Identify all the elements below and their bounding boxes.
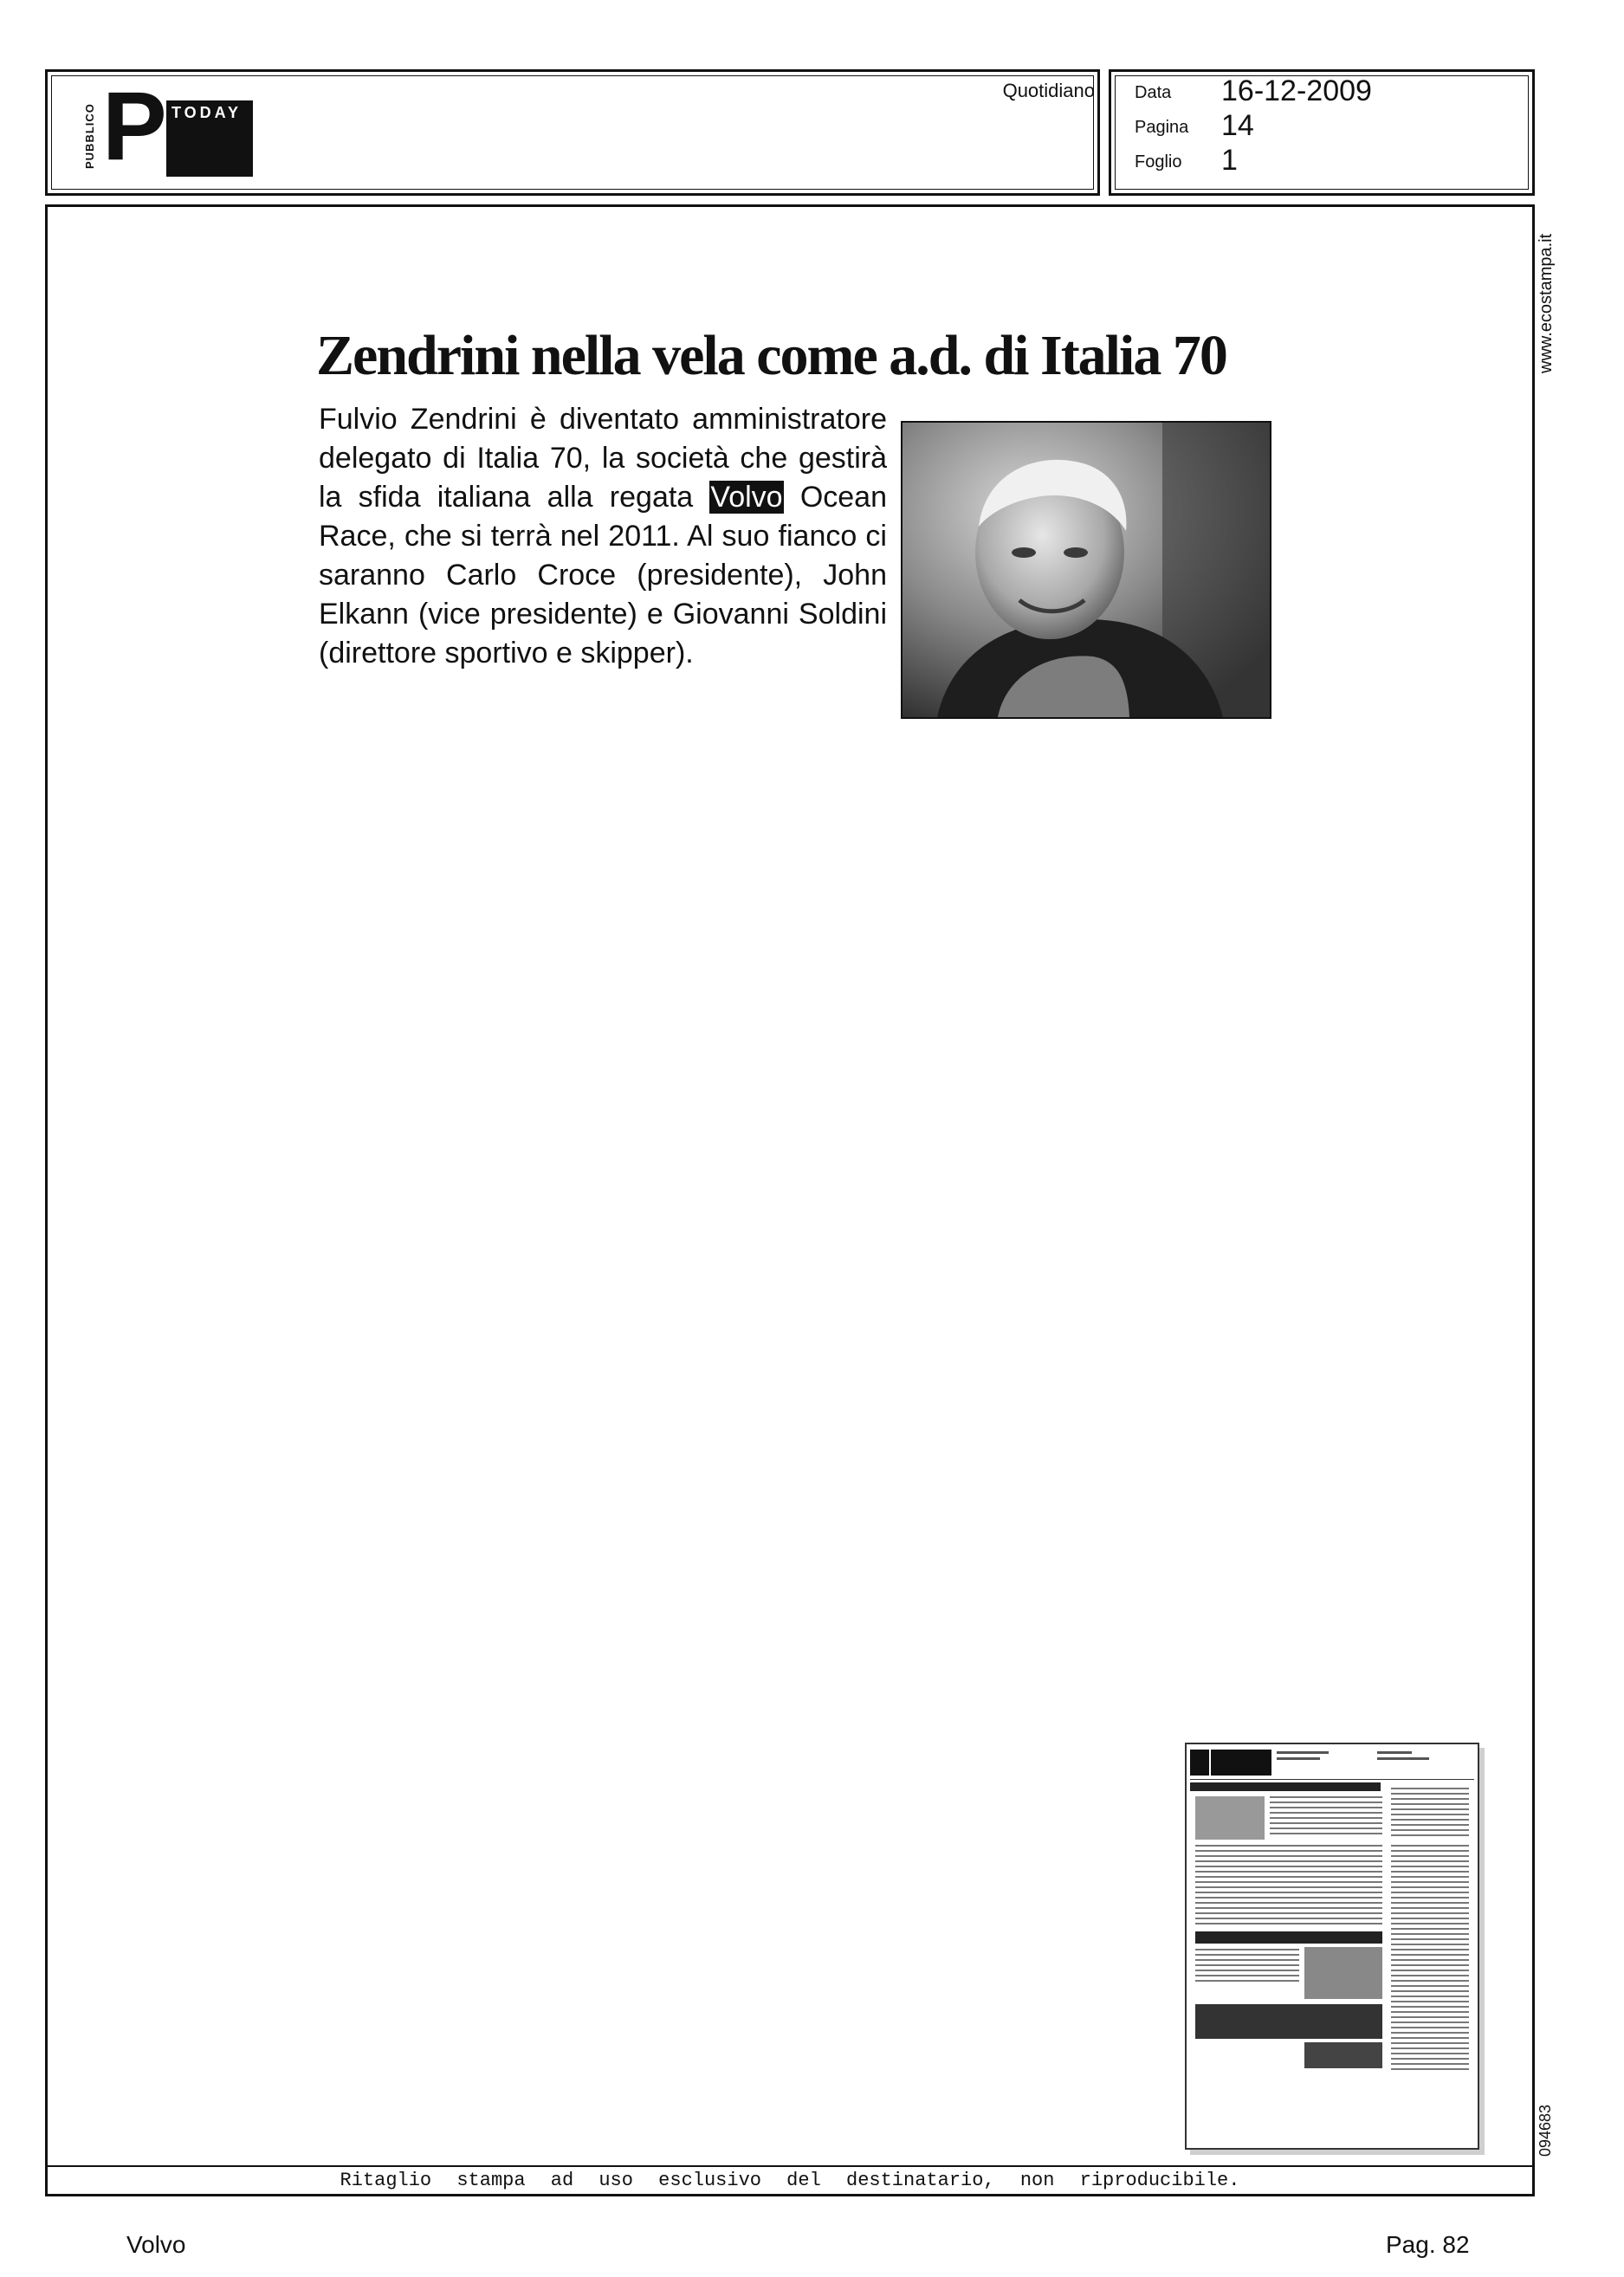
article-body <box>319 400 887 673</box>
logo-side-text: PUBBLICO <box>83 103 96 169</box>
publication-type: Quotidiano <box>1002 80 1095 101</box>
margin-website: www.ecostampa.it <box>1537 233 1556 373</box>
sheet-label: Foglio <box>1135 152 1182 171</box>
date-value: 16-12-2009 <box>1221 74 1372 107</box>
portrait-photo <box>901 421 1271 719</box>
page-label: Pagina <box>1135 118 1189 137</box>
highlighted-keyword: Volvo <box>710 481 783 514</box>
logo-letter: P <box>102 72 164 180</box>
footer-page-number: Pag. 82 <box>1386 2231 1470 2258</box>
portrait-photo-graphic <box>903 423 1270 717</box>
page-thumbnail-graphic <box>1187 1744 1478 2148</box>
page-value: 14 <box>1221 109 1254 142</box>
margin-code: 094683 <box>1537 2104 1554 2157</box>
article-body-text-1: Fulvio Zendrini è diventato amministratore delegato di Italia 70, la società che gestirà la sfida italiana alla regata <box>319 403 887 514</box>
article-headline: Zendrini nella vela come a.d. di Italia 70 <box>316 324 1226 387</box>
sheet-value: 1 <box>1221 144 1238 177</box>
page-thumbnail <box>1185 1743 1479 2150</box>
logo-today-text: TODAY <box>171 104 243 121</box>
clipping-notice: Ritaglio stampa ad uso esclusivo del destinatario, non riproducibile. <box>340 2170 1240 2191</box>
publication-logo <box>83 72 256 180</box>
date-label: Data <box>1135 83 1172 102</box>
article-body-text-2: Ocean Race, che si terrà nel 2011. Al suo fianco ci saranno Carlo Croce (presidente), John Elkann (vice presidente) e Giovanni Soldini (direttore sportivo e skipper). <box>319 481 887 670</box>
logo-today-block <box>166 100 253 177</box>
footer-brand: Volvo <box>126 2231 186 2258</box>
